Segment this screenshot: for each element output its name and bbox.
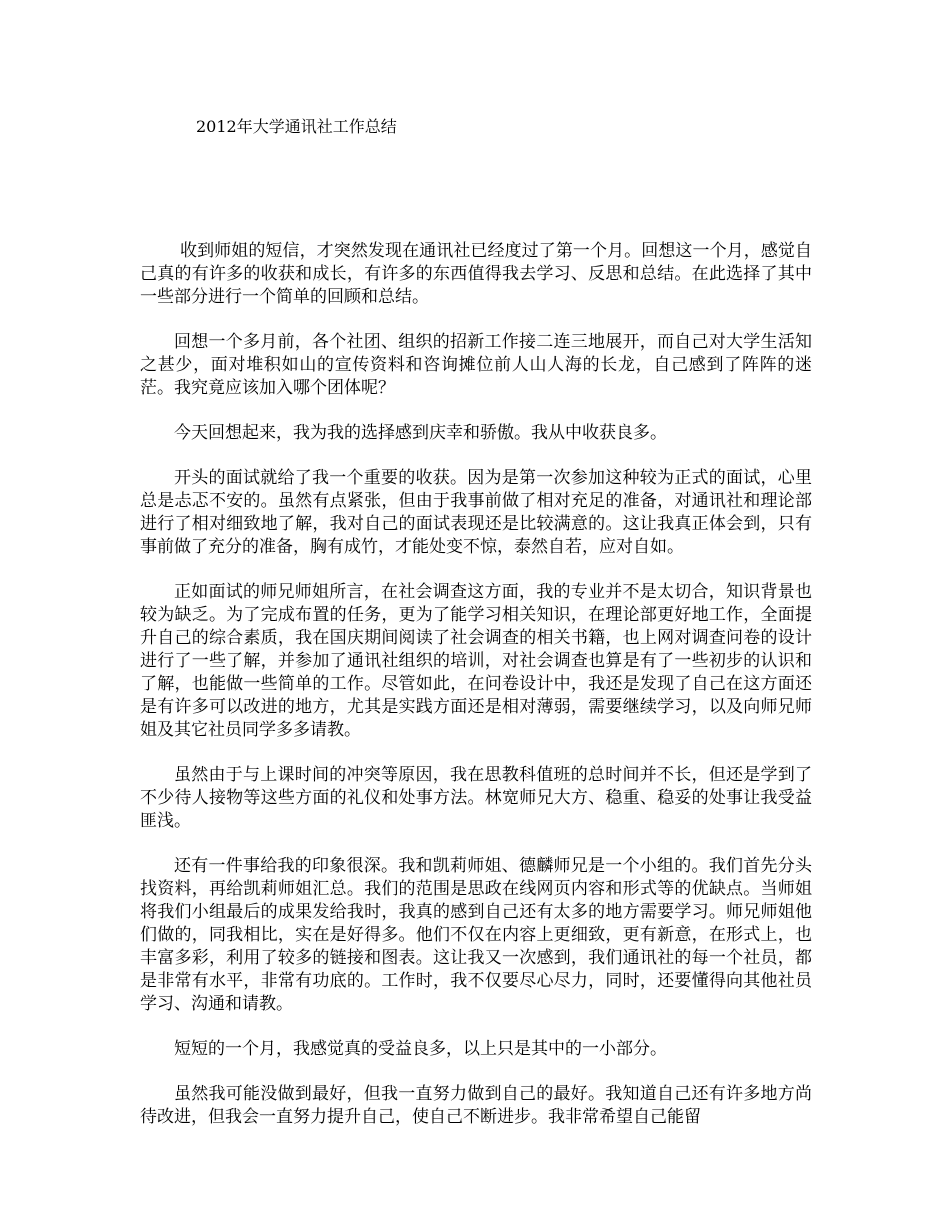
paragraph-1: 收到师姐的短信，才突然发现在通讯社已经度过了第一个月。回想这一个月，感觉自己真的有许多的收获和成长，有许多的东西值得我去学习、反思和总结。在此选择了其中一些部分进行一个简单的回顾和总结。 xyxy=(140,241,812,307)
paragraph-5: 正如面试的师兄师姐所言，在社会调查这方面，我的专业并不是太切合，知识背景也较为缺乏。为了完成布置的任务，更为了能学习相关知识，在理论部更好地工作，全面提升自己的综合素质，我在国庆期间阅读了社会调查的相关书籍，也上网对调查问卷的设计进行了一些了解，并参加了通讯社组织的培训，对社会调查也算是有了一些初步的认识和了解，也能做一些简单的工作。尽管如此，在问卷设计中，我还是发现了自己在这方面还是有许多可以改进的地方，尤其是实践方面还是相对薄弱，需要继续学习，以及向师兄师姐及其它社员同学多多请教。 xyxy=(140,582,812,740)
paragraph-6: 虽然由于与上课时间的冲突等原因，我在思教科值班的总时间并不长，但还是学到了不少待人接物等这些方面的礼仪和处事方法。林宽师兄大方、稳重、稳妥的处事让我受益匪浅。 xyxy=(140,765,812,831)
paragraph-9: 虽然我可能没做到最好，但我一直努力做到自己的最好。我知道自己还有许多地方尚待改进，但我会一直努力提升自己，使自己不断进步。我非常希望自己能留 xyxy=(140,1084,812,1127)
paragraph-7: 还有一件事给我的印象很深。我和凯莉师姐、德麟师兄是一个小组的。我们首先分头找资料，再给凯莉师姐汇总。我们的范围是思政在线网页内容和形式等的优缺点。当师姐将我们小组最后的成果发给我时，我真的感到自己还有太多的地方需要学习。师兄师姐他们做的，同我相比，实在是好得多。他们不仅在内容上更细致，更有新意，在形式上，也丰富多彩，利用了较多的链接和图表。这让我又一次感到，我们通讯社的每一个社员，都是非常有水平，非常有功底的。工作时，我不仅要尽心尽力，同时，还要懂得向其他社员学习、沟通和请教。 xyxy=(140,856,812,1014)
paragraph-8: 短短的一个月，我感觉真的受益良多，以上只是其中的一小部分。 xyxy=(174,1039,667,1059)
paragraph-2: 回想一个多月前，各个社团、组织的招新工作接二连三地展开，而自己对大学生活知之甚少，面对堆积如山的宣传资料和咨询摊位前人山人海的长龙，自己感到了阵阵的迷茫。我究竟应该加入哪个团体呢？ xyxy=(140,332,812,398)
paragraph-4: 开头的面试就给了我一个重要的收获。因为是第一次参加这种较为正式的面试，心里总是忐忑不安的。虽然有点紧张，但由于我事前做了相对充足的准备，对通讯社和理论部进行了相对细致地了解，我对自己的面试表现还是比较满意的。这让我真正体会到，只有事前做了充分的准备，胸有成竹，才能处变不惊，泰然自若，应对自如。 xyxy=(140,468,812,557)
document-title: 2012年大学通讯社工作总结 xyxy=(196,117,397,136)
document-body xyxy=(140,240,812,1151)
paragraph-3: 今天回想起来，我为我的选择感到庆幸和骄傲。我从中收获良多。 xyxy=(174,423,667,443)
